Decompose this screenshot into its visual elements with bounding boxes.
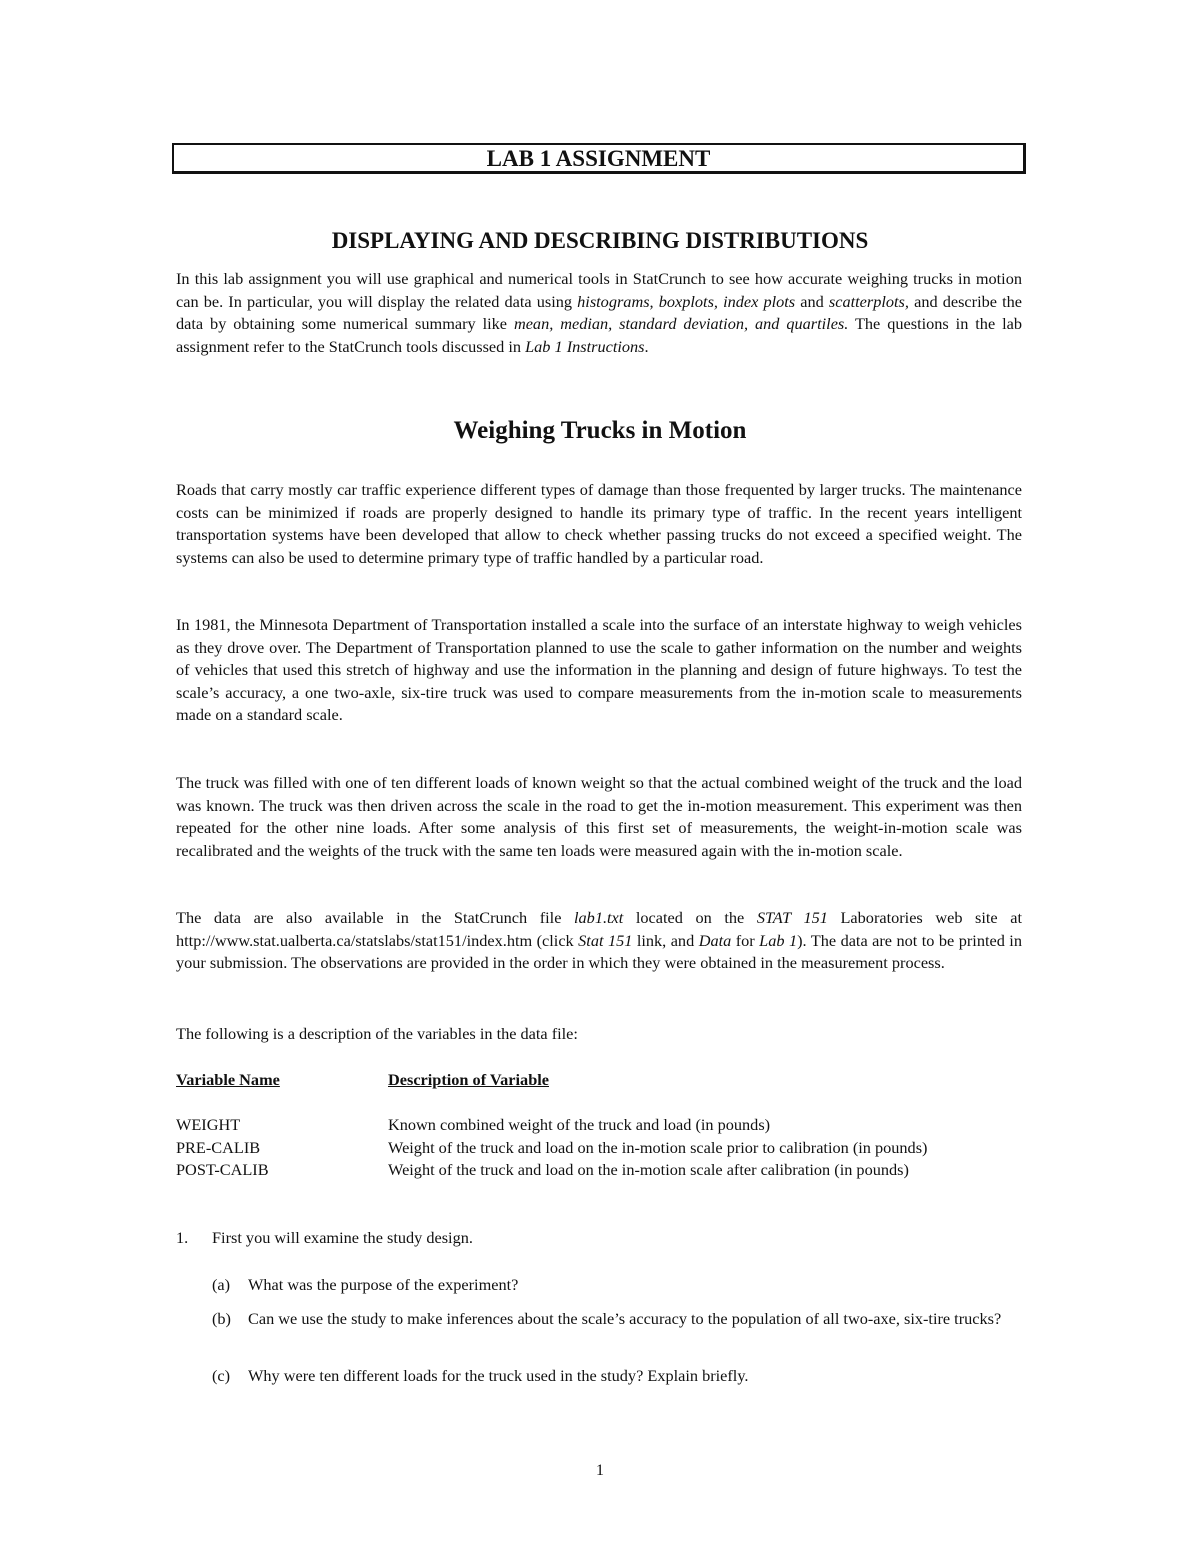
intro-text-5: . [644, 336, 649, 356]
intro-text-3: and describe the data by obtaining some numerical summary like [176, 291, 1022, 334]
data-data-link: Data [698, 930, 732, 950]
data-text-2: located on the [623, 908, 757, 927]
paragraph-variables-intro: The following is a description of the variables in the data file: [176, 1024, 578, 1043]
sub-question-text: What was the purpose of the experiment? [248, 1275, 519, 1294]
data-stat-link: Stat 151 [578, 930, 633, 950]
intro-text-4: The questions in the lab assignment refer to the StatCrunch tools discussed in [176, 314, 1022, 356]
section-heading: Weighing Trucks in Motion [453, 417, 747, 444]
column-header-variable-name: Variable Name [176, 1070, 280, 1089]
column-header-description: Description of Variable [388, 1070, 549, 1089]
data-text-1: The data are also available in the StatCrunch file [176, 908, 575, 927]
lab-subtitle: DISPLAYING AND DESCRIBING DISTRIBUTIONS [331, 228, 869, 253]
intro-text-1: In this lab assignment you will use graphical and numerical tools in StatCrunch to see how accurate weighing trucks in motion can be. In particular, you will display the related data using [176, 269, 1022, 311]
variable-description: Weight of the truck and load on the in-motion scale after calibration (in pounds) [388, 1160, 909, 1180]
intro-emphasis-2: scatterplots, [828, 291, 909, 311]
question-1 [176, 1227, 473, 1250]
question-1c [212, 1365, 1028, 1388]
sub-question-text: Why were ten different loads for the truck used in the study? Explain briefly. [248, 1366, 749, 1385]
paragraph-data-location [176, 907, 1022, 975]
paragraph-truck-loads [176, 772, 1022, 862]
variable-description: Weight of the truck and load on the in-motion scale prior to calibration (in pounds) [388, 1137, 928, 1157]
lab-title: LAB 1 ASSIGNMENT [172, 143, 1026, 174]
question-1b [212, 1308, 1028, 1331]
sub-question-text: Can we use the study to make inferences about the scale’s accuracy to the population of all two-axe, six-tire trucks? [248, 1309, 1002, 1328]
page-number: 1 [595, 1460, 605, 1479]
table-row [176, 1114, 1026, 1137]
question-number: 1. [176, 1228, 189, 1247]
paragraph-truck-loads-text: The truck was filled with one of ten different loads of known weight so that the actual combined weight of the truck and the load was known. The truck was then driven across the scale in the road to get the in-motion measurement. This experiment was then repeated for the other nine loads. After some analysis of this first set of measurements, the weight-in-motion scale was recalibrated and the weights of the truck with the same ten loads were measured again with the in-motion scale. [176, 773, 1022, 860]
paragraph-minnesota: In 1981, the Minnesota Department of Transportation installed a scale into the surface of an interstate highway to weigh vehicles as they drove over. The Department of Transportation planned to use the scale to gather information on the number and weights of vehicles that used this stretch of highway and use the information in the planning and design of future highways. To test the scale’s accuracy, a one two-axle, six-tire truck was used to compare measurements from the in-motion scale to measurements made on a standard scale. [176, 615, 1022, 725]
variable-name: POST-CALIB [176, 1160, 269, 1180]
table-row [176, 1159, 1026, 1182]
sub-question-label: (a) [212, 1275, 231, 1294]
question-text: First you will examine the study design. [212, 1228, 473, 1247]
paragraph-roads: Roads that carry mostly car traffic experience different types of damage than those frequented by larger trucks. The maintenance costs can be minimized if roads are properly designed to handle its primary type of traffic. In the recent years intelligent transportation systems have been developed that allow to check whether passing trucks do not exceed a specified weight. The systems can also be used to determine primary type of traffic handled by a particular road. [176, 480, 1022, 567]
sub-question-label: (b) [212, 1309, 231, 1328]
variable-name: WEIGHT [176, 1115, 241, 1135]
data-lab-link: Lab 1 [759, 930, 798, 950]
intro-emphasis-4: Lab 1 Instructions [525, 336, 645, 356]
intro-paragraph [176, 268, 1022, 358]
table-row [176, 1137, 1026, 1160]
intro-text-2: and [795, 291, 829, 311]
data-text-5: for [731, 930, 760, 950]
intro-emphasis-1: histograms, boxplots, index plots [577, 291, 796, 311]
data-text-6: ). The data are not to be printed in your submission. The observations are provided in the order in which they were obtained in the measurement process. [176, 930, 1022, 973]
question-1a [212, 1274, 1028, 1297]
variables-table [176, 1069, 1026, 1182]
data-text-4: link, and [632, 930, 699, 950]
data-text-3: Laboratories web site at http://www.stat.ualberta.ca/statslabs/stat151/index.htm (click [176, 908, 1022, 950]
data-course-name: STAT 151 [756, 908, 828, 927]
data-file-name: lab1.txt [574, 908, 624, 927]
variable-description: Known combined weight of the truck and load (in pounds) [388, 1115, 771, 1135]
intro-emphasis-3: mean, median, standard deviation, and quartiles. [513, 314, 849, 334]
variable-name: PRE-CALIB [176, 1137, 261, 1157]
variables-table-header [176, 1069, 1026, 1092]
sub-question-label: (c) [212, 1366, 231, 1385]
